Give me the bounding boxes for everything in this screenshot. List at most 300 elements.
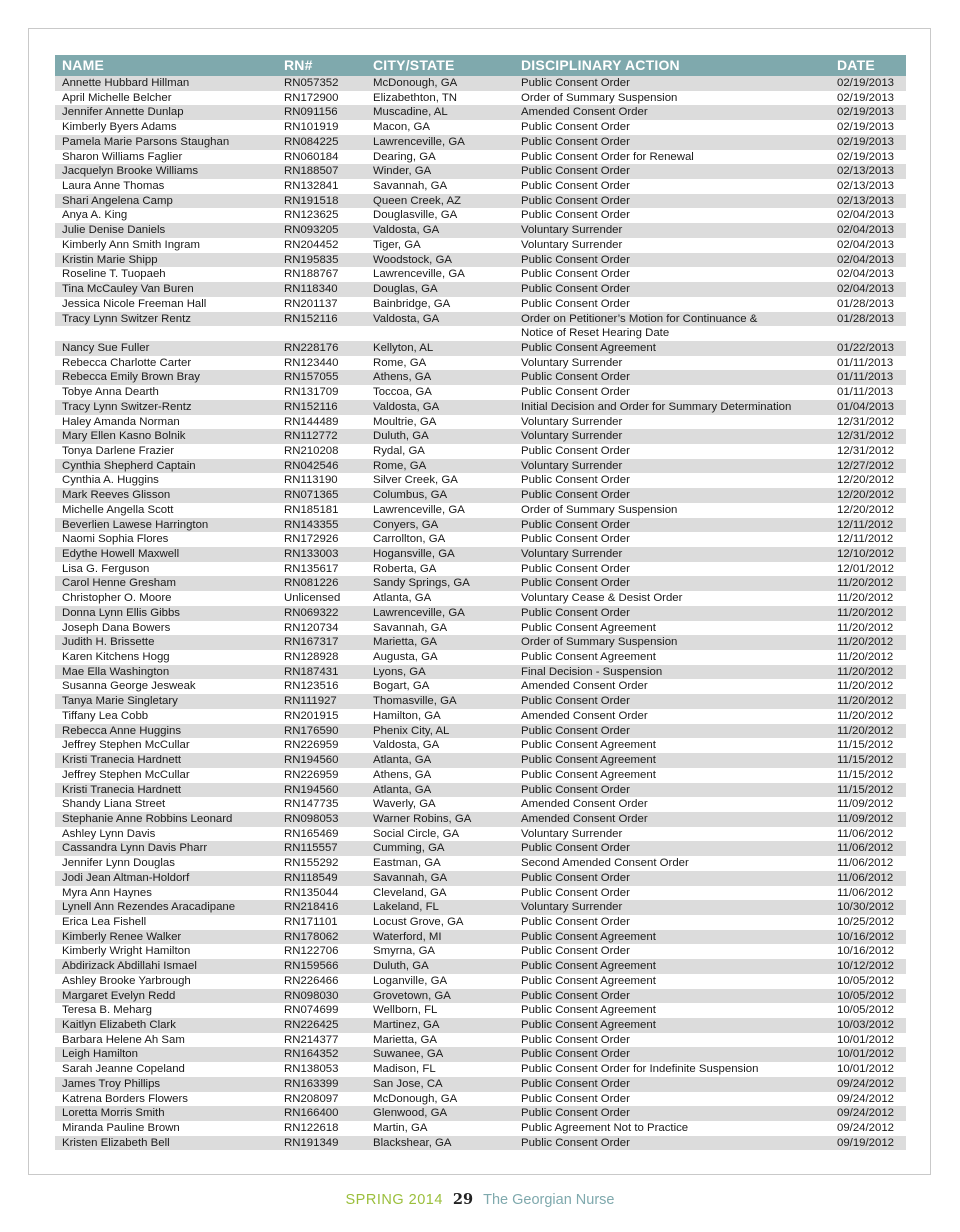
cell-disciplinary-action: Public Consent Order — [521, 577, 630, 590]
cell-city-state: Conyers, GA — [373, 518, 439, 531]
table-row — [55, 989, 906, 1004]
cell-disciplinary-action: Amended Consent Order — [521, 709, 648, 722]
table-row — [55, 356, 906, 371]
cell-name: April Michelle Belcher — [62, 91, 172, 104]
cell-date: 10/25/2012 — [837, 915, 895, 928]
cell-city-state: Lawrenceville, GA — [373, 268, 465, 281]
table-row — [55, 297, 906, 312]
cell-name: Miranda Pauline Brown — [62, 1122, 180, 1135]
cell-city-state: Elizabethton, TN — [373, 91, 458, 104]
table-row — [55, 768, 906, 783]
cell-disciplinary-action: Voluntary Surrender — [521, 430, 623, 443]
table-row — [55, 621, 906, 636]
table-row — [55, 930, 906, 945]
cell-disciplinary-action: Order of Summary Suspension — [521, 91, 678, 104]
cell-date: 12/11/2012 — [837, 533, 894, 546]
cell-disciplinary-action: Public Consent Agreement — [521, 341, 656, 354]
cell-disciplinary-action: Voluntary Surrender — [521, 827, 623, 840]
cell-name: Stephanie Anne Robbins Leonard — [62, 812, 233, 825]
cell-name: Beverlien Lawese Harrington — [62, 518, 209, 531]
cell-date: 10/01/2012 — [837, 1063, 895, 1076]
cell-rn: RN201137 — [284, 297, 338, 310]
cell-disciplinary-action: Public Consent Order — [521, 871, 630, 884]
cell-date: 11/15/2012 — [837, 754, 894, 767]
table-row — [55, 665, 906, 680]
cell-name: Sarah Jeanne Copeland — [62, 1063, 185, 1076]
cell-disciplinary-action: Voluntary Surrender — [521, 238, 623, 251]
cell-rn: RN191349 — [284, 1136, 339, 1149]
cell-city-state: Toccoa, GA — [373, 386, 432, 399]
cell-date: 10/05/2012 — [837, 974, 895, 987]
cell-city-state: Carrollton, GA — [373, 533, 446, 546]
cell-date: 11/09/2012 — [837, 798, 894, 811]
cell-date: 11/20/2012 — [837, 636, 894, 649]
cell-disciplinary-action: Public Consent Order — [521, 518, 630, 531]
cell-name: Christopher O. Moore — [62, 592, 172, 605]
cell-rn: RN152116 — [284, 312, 338, 325]
cell-rn: RN115557 — [284, 842, 338, 855]
cell-date: 12/01/2012 — [837, 562, 895, 575]
cell-rn: RN098053 — [284, 812, 339, 825]
cell-name: Tobye Anna Dearth — [62, 386, 159, 399]
table-row — [55, 1047, 906, 1062]
cell-name: Kristi Tranecia Hardnett — [62, 754, 182, 767]
cell-city-state: Smyrna, GA — [373, 945, 436, 958]
cell-date: 02/19/2013 — [837, 106, 895, 119]
table-row — [55, 488, 906, 503]
table-row — [55, 871, 906, 886]
cell-rn: RN166400 — [284, 1107, 339, 1120]
cell-city-state: Athens, GA — [373, 768, 432, 781]
cell-date: 11/20/2012 — [837, 695, 894, 708]
cell-name: Kimberly Ann Smith Ingram — [62, 238, 201, 251]
cell-city-state: Kellyton, AL — [373, 341, 434, 354]
cell-city-state: Glenwood, GA — [373, 1107, 448, 1120]
cell-disciplinary-action: Order of Summary Suspension — [521, 636, 678, 649]
cell-rn: RN194560 — [284, 754, 339, 767]
cell-rn: RN159566 — [284, 960, 339, 973]
cell-name: Kristin Marie Shipp — [62, 253, 158, 266]
cell-rn: RN135617 — [284, 562, 339, 575]
table-row — [55, 253, 906, 268]
cell-disciplinary-action: Voluntary Surrender — [521, 415, 623, 428]
cell-disciplinary-action: Public Consent Agreement — [521, 621, 656, 634]
cell-disciplinary-action: Public Consent Order — [521, 386, 630, 399]
cell-rn: RN226425 — [284, 1019, 339, 1031]
cell-city-state: Bainbridge, GA — [373, 297, 451, 310]
cell-disciplinary-action: Public Consent Order — [521, 533, 630, 546]
cell-name: Teresa B. Meharg — [62, 1004, 152, 1017]
cell-city-state: Rydal, GA — [373, 444, 425, 457]
cell-name: Ashley Lynn Davis — [62, 827, 156, 840]
cell-city-state: Savannah, GA — [373, 871, 448, 884]
cell-city-state: Wellborn, FL — [373, 1004, 438, 1017]
table-row — [55, 194, 906, 209]
cell-name: Barbara Helene Ah Sam — [62, 1033, 185, 1046]
cell-city-state: Warner Robins, GA — [373, 812, 472, 825]
cell-date: 12/11/2012 — [837, 518, 894, 531]
cell-city-state: Eastman, GA — [373, 857, 441, 870]
cell-date: 02/19/2013 — [837, 91, 895, 104]
cell-name: Naomi Sophia Flores — [62, 533, 169, 546]
cell-disciplinary-action: Amended Consent Order — [521, 106, 648, 119]
cell-rn: RN084225 — [284, 135, 339, 148]
cell-disciplinary-action: Voluntary Surrender — [521, 224, 623, 237]
cell-city-state: Savannah, GA — [373, 621, 448, 634]
cell-date: 02/13/2013 — [837, 180, 895, 193]
cell-rn: RN042546 — [284, 459, 339, 472]
cell-disciplinary-action: Public Consent Order — [521, 283, 630, 296]
cell-rn: RN176590 — [284, 724, 339, 737]
cell-date: 11/20/2012 — [837, 724, 894, 737]
cell-city-state: Loganville, GA — [373, 974, 448, 987]
cell-rn: RN074699 — [284, 1004, 339, 1017]
cell-name: Sharon Williams Faglier — [62, 150, 183, 163]
table-row — [55, 518, 906, 533]
cell-date: 11/20/2012 — [837, 665, 894, 678]
cell-city-state: Valdosta, GA — [373, 224, 440, 237]
cell-disciplinary-action: Public Consent Order — [521, 915, 630, 928]
issue-season: SPRING 2014 — [345, 1192, 443, 1208]
cell-disciplinary-action: Public Consent Order — [521, 135, 630, 148]
table-row — [55, 797, 906, 812]
cell-date: 09/24/2012 — [837, 1077, 895, 1090]
cell-name: James Troy Phillips — [62, 1077, 161, 1090]
cell-rn: RN111927 — [284, 695, 337, 708]
cell-name: Jacquelyn Brooke Williams — [62, 165, 199, 178]
cell-date: 12/20/2012 — [837, 489, 895, 502]
cell-city-state: Douglasville, GA — [373, 209, 458, 222]
cell-name: Susanna George Jesweak — [62, 680, 196, 693]
cell-disciplinary-action: Voluntary Surrender — [521, 901, 623, 914]
table-row — [55, 312, 906, 327]
table-row — [55, 282, 906, 297]
cell-date: 11/06/2012 — [837, 857, 894, 870]
cell-city-state: Roberta, GA — [373, 562, 437, 575]
cell-rn: RN069322 — [284, 606, 339, 619]
table-row — [55, 326, 906, 341]
cell-rn: RN123440 — [284, 356, 339, 369]
cell-date: 11/06/2012 — [837, 827, 894, 840]
cell-rn: RN123625 — [284, 209, 339, 222]
cell-name: Shandy Liana Street — [62, 798, 166, 811]
cell-city-state: Macon, GA — [373, 121, 430, 134]
table-row — [55, 341, 906, 356]
cell-city-state: Suwanee, GA — [373, 1048, 444, 1061]
cell-name: Kristi Tranecia Hardnett — [62, 783, 182, 796]
cell-date: 02/19/2013 — [837, 150, 895, 163]
cell-name: Roseline T. Tuopaeh — [62, 268, 166, 281]
table-row — [55, 974, 906, 989]
cell-disciplinary-action: Public Consent Agreement — [521, 754, 656, 767]
cell-disciplinary-action: Public Consent Agreement — [521, 974, 656, 987]
table-row — [55, 1062, 906, 1077]
table-row — [55, 400, 906, 415]
cell-disciplinary-action: Public Consent Order — [521, 297, 630, 310]
cell-rn: RN123516 — [284, 680, 339, 693]
cell-name: Anya A. King — [62, 209, 128, 222]
cell-rn: RN164352 — [284, 1048, 339, 1061]
cell-disciplinary-action: Public Consent Order — [521, 989, 630, 1002]
cell-city-state: Social Circle, GA — [373, 827, 460, 840]
cell-date: 02/13/2013 — [837, 194, 895, 207]
cell-date: 02/04/2013 — [837, 238, 895, 251]
cell-disciplinary-action: Public Consent Order — [521, 842, 630, 855]
table-row — [55, 783, 906, 798]
column-header-disciplinary-action: DISCIPLINARY ACTION — [521, 57, 680, 73]
cell-city-state: Lawrenceville, GA — [373, 606, 465, 619]
cell-rn: RN147735 — [284, 798, 339, 811]
cell-name: Ashley Brooke Yarbrough — [62, 974, 191, 987]
cell-disciplinary-action: Amended Consent Order — [521, 680, 648, 693]
cell-disciplinary-action: Public Agreement Not to Practice — [521, 1122, 689, 1135]
cell-city-state: Valdosta, GA — [373, 400, 440, 413]
cell-rn: RN172900 — [284, 91, 339, 104]
cell-rn: RN191518 — [284, 194, 339, 207]
cell-rn: RN188507 — [284, 165, 339, 178]
cell-date: 01/04/2013 — [837, 400, 895, 413]
table-row — [55, 164, 906, 179]
column-header-date: DATE — [837, 57, 875, 73]
cell-date: 02/19/2013 — [837, 135, 895, 148]
cell-disciplinary-action: Public Consent Agreement — [521, 1019, 656, 1031]
column-header-city-state: CITY/STATE — [373, 57, 455, 73]
column-header-rn: RN# — [284, 57, 313, 73]
cell-name: Lynell Ann Rezendes Aracadipane — [62, 901, 236, 914]
cell-name: Karen Kitchens Hogg — [62, 651, 170, 664]
cell-rn: RN204452 — [284, 238, 339, 251]
cell-disciplinary-action: Order of Summary Suspension — [521, 503, 678, 516]
table-row — [55, 1018, 906, 1033]
cell-name: Erica Lea Fishell — [62, 915, 147, 928]
cell-rn: RN144489 — [284, 415, 339, 428]
cell-name: Kimberly Wright Hamilton — [62, 945, 191, 958]
cell-date: 02/13/2013 — [837, 165, 895, 178]
cell-disciplinary-action: Public Consent Order — [521, 1033, 630, 1046]
cell-city-state: Douglas, GA — [373, 283, 438, 296]
cell-disciplinary-action: Public Consent Order — [521, 1136, 630, 1149]
cell-date: 12/20/2012 — [837, 503, 895, 516]
cell-city-state: Lyons, GA — [373, 665, 426, 678]
cell-date: 01/11/2013 — [837, 386, 894, 399]
cell-name: Rebecca Anne Huggins — [62, 724, 182, 737]
cell-date: 11/06/2012 — [837, 886, 894, 899]
cell-disciplinary-action: Public Consent Order — [521, 1107, 630, 1120]
cell-disciplinary-action: Public Consent Order — [521, 1048, 630, 1061]
cell-name: Kimberly Byers Adams — [62, 121, 177, 134]
cell-disciplinary-action: Second Amended Consent Order — [521, 857, 689, 870]
cell-date: 11/20/2012 — [837, 709, 894, 722]
cell-rn: RN135044 — [284, 886, 339, 899]
cell-rn: RN228176 — [284, 341, 339, 354]
cell-city-state: Atlanta, GA — [373, 783, 432, 796]
cell-disciplinary-action: Public Consent Order — [521, 562, 630, 575]
cell-city-state: Lawrenceville, GA — [373, 135, 465, 148]
cell-rn: RN218416 — [284, 901, 339, 914]
cell-date: 10/01/2012 — [837, 1033, 895, 1046]
table-row — [55, 547, 906, 562]
table-row — [55, 120, 906, 135]
cell-date: 09/19/2012 — [837, 1136, 895, 1149]
cell-name: Rebecca Charlotte Carter — [62, 356, 192, 369]
cell-disciplinary-action: Amended Consent Order — [521, 812, 648, 825]
table-row — [55, 900, 906, 915]
cell-name: Annette Hubbard Hillman — [62, 77, 190, 89]
cell-date: 11/15/2012 — [837, 768, 894, 781]
table-row — [55, 959, 906, 974]
cell-name: Loretta Morris Smith — [62, 1107, 165, 1120]
cell-city-state: Lawrenceville, GA — [373, 503, 465, 516]
cell-name: Mary Ellen Kasno Bolnik — [62, 430, 186, 443]
cell-city-state: Lakeland, FL — [373, 901, 439, 914]
cell-rn: RN118340 — [284, 283, 338, 296]
table-row — [55, 1077, 906, 1092]
cell-date: 02/04/2013 — [837, 283, 895, 296]
cell-disciplinary-action: Public Consent Order — [521, 121, 630, 134]
cell-name: Carol Henne Gresham — [62, 577, 176, 590]
table-row — [55, 267, 906, 282]
cell-rn: RN226959 — [284, 768, 339, 781]
cell-city-state: Duluth, GA — [373, 960, 429, 973]
cell-disciplinary-action: Public Consent Order — [521, 165, 630, 178]
cell-rn: RN195835 — [284, 253, 339, 266]
cell-city-state: Rome, GA — [373, 356, 427, 369]
table-row — [55, 91, 906, 106]
table-row — [55, 1136, 906, 1151]
cell-name: Leigh Hamilton — [62, 1048, 138, 1061]
cell-rn: RN131709 — [284, 386, 339, 399]
cell-city-state: Blackshear, GA — [373, 1136, 452, 1149]
cell-date: 10/12/2012 — [837, 960, 895, 973]
cell-rn: RN132841 — [284, 180, 339, 193]
table-row — [55, 503, 906, 518]
cell-name: Tonya Darlene Frazier — [62, 444, 175, 457]
cell-disciplinary-action: Public Consent Order — [521, 489, 630, 502]
cell-name: Cynthia A. Huggins — [62, 474, 159, 487]
cell-date: 11/20/2012 — [837, 651, 894, 664]
cell-rn: RN093205 — [284, 224, 339, 237]
cell-rn: RN208097 — [284, 1092, 339, 1105]
cell-city-state: Atlanta, GA — [373, 754, 432, 767]
cell-name: Shari Angelena Camp — [62, 194, 173, 207]
cell-name: Tina McCauley Van Buren — [62, 283, 194, 296]
cell-city-state: Woodstock, GA — [373, 253, 452, 266]
cell-rn: RN128928 — [284, 651, 339, 664]
cell-date: 10/16/2012 — [837, 930, 895, 943]
table-row — [55, 385, 906, 400]
table-row — [55, 370, 906, 385]
cell-disciplinary-action: Notice of Reset Hearing Date — [521, 327, 670, 340]
cell-city-state: Bogart, GA — [373, 680, 430, 693]
cell-date: 10/03/2012 — [837, 1019, 895, 1031]
table-row — [55, 105, 906, 120]
table-row — [55, 635, 906, 650]
cell-disciplinary-action: Public Consent Agreement — [521, 651, 656, 664]
cell-date: 11/15/2012 — [837, 739, 894, 752]
cell-city-state: Marietta, GA — [373, 1033, 437, 1046]
table-body — [55, 76, 906, 1150]
cell-name: Jennifer Lynn Douglas — [62, 857, 175, 870]
cell-city-state: McDonough, GA — [373, 77, 458, 89]
cell-city-state: Queen Creek, AZ — [373, 194, 462, 207]
cell-city-state: Hogansville, GA — [373, 548, 455, 560]
cell-rn: RN101919 — [284, 121, 339, 134]
cell-city-state: San Jose, CA — [373, 1077, 443, 1090]
cell-date: 10/01/2012 — [837, 1048, 895, 1061]
table-row — [55, 532, 906, 547]
table-row — [55, 150, 906, 165]
cell-city-state: Marietta, GA — [373, 636, 437, 649]
cell-rn: RN210208 — [284, 444, 339, 457]
cell-name: Cynthia Shepherd Captain — [62, 459, 196, 472]
cell-date: 11/20/2012 — [837, 621, 894, 634]
table-row — [55, 724, 906, 739]
cell-date: 11/09/2012 — [837, 812, 894, 825]
table-row — [55, 606, 906, 621]
cell-city-state: Cleveland, GA — [373, 886, 447, 899]
cell-name: Laura Anne Thomas — [62, 180, 165, 193]
cell-disciplinary-action: Public Consent Order — [521, 695, 630, 708]
cell-city-state: Rome, GA — [373, 459, 427, 472]
table-row — [55, 208, 906, 223]
cell-rn: RN157055 — [284, 371, 339, 384]
table-row — [55, 179, 906, 194]
table-row — [55, 812, 906, 827]
table-row — [55, 1106, 906, 1121]
cell-disciplinary-action: Public Consent Order — [521, 1077, 630, 1090]
cell-name: Tracy Lynn Switzer Rentz — [62, 312, 191, 325]
table-row — [55, 915, 906, 930]
cell-disciplinary-action: Order on Petitioner’s Motion for Continuance & — [521, 312, 758, 325]
cell-name: Tanya Marie Singletary — [62, 695, 178, 708]
cell-rn: RN167317 — [284, 636, 339, 649]
cell-rn: RN178062 — [284, 930, 339, 943]
cell-city-state: Waterford, MI — [373, 930, 442, 943]
cell-rn: RN081226 — [284, 577, 339, 590]
table-row — [55, 238, 906, 253]
table-row — [55, 679, 906, 694]
cell-rn: RN138053 — [284, 1063, 339, 1076]
cell-date: 09/24/2012 — [837, 1092, 895, 1105]
cell-disciplinary-action: Public Consent Agreement — [521, 768, 656, 781]
cell-city-state: Atlanta, GA — [373, 592, 432, 605]
cell-rn: RN122618 — [284, 1122, 339, 1135]
table-row — [55, 223, 906, 238]
cell-rn: RN113190 — [284, 474, 338, 487]
cell-rn: Unlicensed — [284, 592, 341, 605]
cell-name: Jessica Nicole Freeman Hall — [62, 297, 207, 310]
cell-disciplinary-action: Public Consent Order — [521, 886, 630, 899]
cell-date: 01/11/2013 — [837, 371, 894, 384]
cell-rn: RN071365 — [284, 489, 339, 502]
cell-rn: RN133003 — [284, 548, 339, 560]
cell-date: 02/19/2013 — [837, 121, 895, 134]
cell-rn: RN165469 — [284, 827, 339, 840]
cell-date: 09/24/2012 — [837, 1122, 895, 1135]
cell-date: 01/11/2013 — [837, 356, 894, 369]
table-row — [55, 753, 906, 768]
table-row — [55, 738, 906, 753]
table-row — [55, 841, 906, 856]
cell-disciplinary-action: Public Consent Order — [521, 371, 630, 384]
disciplinary-actions-table — [55, 55, 906, 1150]
cell-name: Cassandra Lynn Davis Pharr — [62, 842, 208, 855]
cell-date: 12/27/2012 — [837, 459, 895, 472]
cell-name: Mae Ella Washington — [62, 665, 170, 678]
cell-rn: RN057352 — [284, 77, 339, 89]
cell-disciplinary-action: Public Consent Order — [521, 724, 630, 737]
cell-city-state: Martinez, GA — [373, 1019, 440, 1031]
